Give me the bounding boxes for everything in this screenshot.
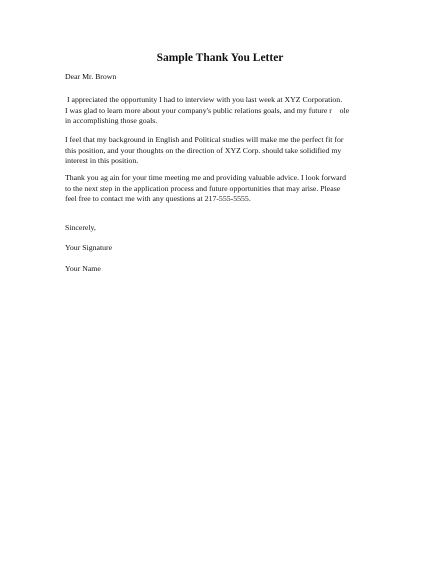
paragraph-3-line-1: Thank you ag ain for your time meeting me and providing valuable advice. I look forward [65,173,347,182]
paragraph-3-line-3: feel free to contact me with any questions at 217-555-5555. [65,194,251,204]
closing: Sincerely, [65,223,96,232]
paragraph-2 [65,135,395,167]
paragraph-2-line-1: I feel that my background in English and Political studies will make me the perfect fit for [65,135,344,144]
paragraph-1-line-2: I was glad to learn more about your company's public relations goals, and my future r ole [65,105,350,115]
sender-name: Your Name [65,264,101,273]
paragraph-1-line-3: in accomplishing those goals. [65,116,158,126]
paragraph-2-line-2: this position, and your thoughts on the direction of XYZ Corp. should take solidified my [65,145,342,155]
signature: Your Signature [65,243,113,252]
paragraph-1-line-1: I appreciated the opportunity I had to interview with you last week at XYZ Corporation. [65,95,343,104]
paragraph-1 [65,95,395,127]
paragraph-3-line-2: to the next step in the application process and future opportunities that may arise. Please [65,183,341,193]
salutation: Dear Mr. Brown [65,72,117,81]
document-title: Sample Thank You Letter [156,52,284,64]
paragraph-3 [65,173,395,205]
paragraph-2-line-3: interest in this position. [65,156,139,166]
